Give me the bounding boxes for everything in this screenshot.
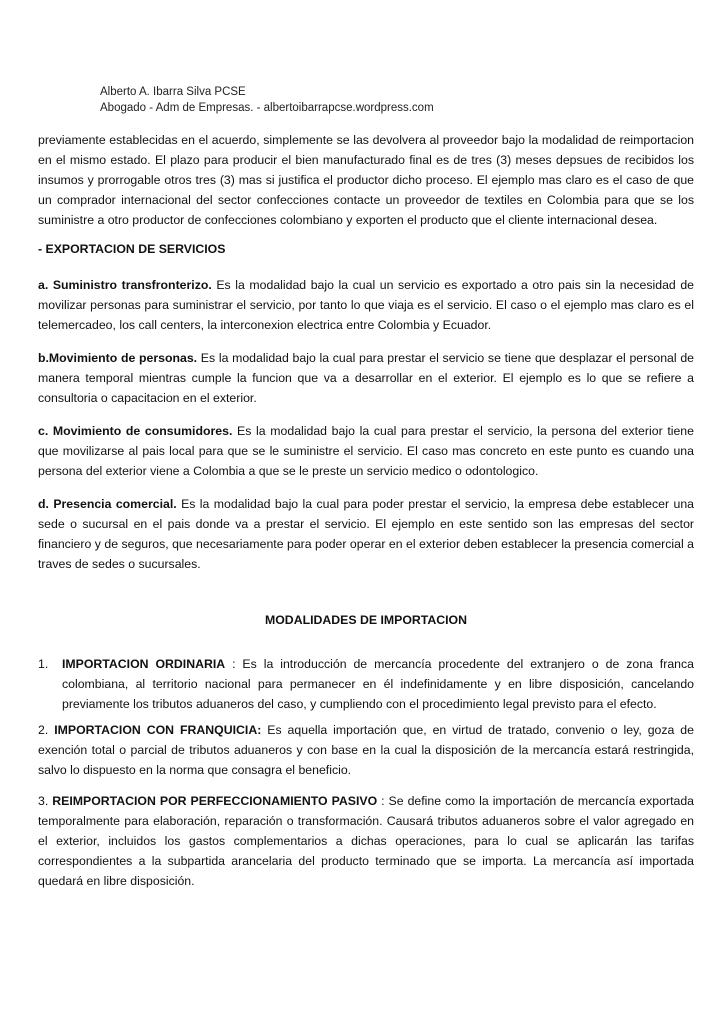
service-d [38, 494, 694, 574]
intro-paragraph [38, 130, 694, 230]
import-item-1-number: 1. [38, 657, 49, 671]
import-item-2-title: IMPORTACION CON FRANQUICIA: [54, 723, 262, 737]
services-heading: - EXPORTACION DE SERVICIOS [38, 242, 226, 256]
service-c [38, 421, 694, 481]
author-name: Alberto A. Ibarra Silva PCSE [100, 86, 246, 98]
service-b-title: b.Movimiento de personas. [38, 351, 198, 365]
service-d-text: Es la modalidad bajo la cual para poder prestar el servicio, la empresa debe establecer una sede o sucursal en el pais donde va a prestar el servicio. El ejemplo en este sentido son las empresas del sector financiero y de seguros, que necesariamente para poder operar en el exterior deben establecer la presencia comercial a traves de sedes o sucursales. [38, 497, 694, 571]
import-item-3-title: REIMPORTACION POR PERFECCIONAMIENTO PASIVO [52, 794, 378, 808]
service-a-text: Es la modalidad bajo la cual un servicio es exportado a otro pais sin la necesidad de movilizar personas para suministrar el servicio, por tanto lo que viaja es el servicio. El caso o el ejemplo mas claro es el telemercadeo, los call centers, la interconexion electrica entre Colombia y Ecuador. [38, 278, 695, 332]
document-header [100, 84, 434, 116]
import-heading: MODALIDADES DE IMPORTACION [265, 613, 467, 627]
service-d-title: d. Presencia comercial. [38, 497, 177, 511]
service-b [38, 348, 694, 408]
import-item-3-text: : Se define como la importación de mercancía exportada temporalmente para elaboración, reparación o transformación. Causará tributos aduaneros sobre el valor agregado en el exterior, incluidos los gastos complementarios a dichas operaciones, para lo cual se aplicarán las tarifas correspondientes a la subpartida arancelaria del producto terminado que se importa. La mercancía así importada quedará en libre disposición. [38, 794, 694, 888]
import-item-1-title: IMPORTACION ORDINARIA [62, 657, 226, 671]
import-item-2-number: 2. [38, 723, 49, 737]
import-item-3 [38, 791, 694, 891]
import-item-2-text: Es aquella importación que, en virtud de tratado, convenio o ley, goza de exención total o parcial de tributos aduaneros y con base en la cual la disposición de la mercancía estará restringida, salvo lo dispuesto en la norma que consagra el beneficio. [38, 723, 694, 777]
import-heading-block [38, 610, 694, 630]
import-item-1 [38, 654, 694, 714]
service-b-text: Es la modalidad bajo la cual para prestar el servicio se tiene que desplazar el personal de manera temporal mientras cumple la funcion que va a desarrollar en el exterior. El ejemplo es lo que se refiere a consultoria o capacitacion en el exterior. [38, 351, 694, 405]
service-a-title: a. Suministro transfronterizo. [38, 278, 212, 292]
import-item-2 [38, 720, 694, 780]
service-c-title: c. Movimiento de consumidores. [38, 424, 233, 438]
service-c-text: Es la modalidad bajo la cual para prestar el servicio, la persona del exterior tiene que movilizarse al pais local para que se le suministre el servicio. El caso mas concreto en este punto es cuando una persona del exterior viene a Colombia a que se le preste un servicio medico o odontologico. [38, 424, 694, 478]
author-profession: Abogado - Adm de Empresas. - albertoibarrapcse.wordpress.com [100, 102, 434, 114]
import-item-1-text: : Es la introducción de mercancía procedente del extranjero o de zona franca colombiana, al territorio nacional para permanecer en él indefinidamente y en libre disposición, cancelando previamente los tributos aduaneros del caso, y cumpliendo con el procedimiento legal previsto para el efecto. [62, 657, 694, 711]
services-heading-block [38, 239, 694, 259]
service-a [38, 275, 694, 335]
import-item-3-number: 3. [38, 794, 49, 808]
intro-text: previamente establecidas en el acuerdo, simplemente se las devolvera al proveedor bajo la modalidad de reimportacion en el mismo estado. El plazo para producir el bien manufacturado final es de tres (3) meses depsues de recibidos los insumos y prorrogable otros tres (3) mas si justifica el productor dicho proceso. El ejemplo mas claro es el caso de que un comprador internacional del sector confecciones contacte un proveedor de textiles en Colombia para que se los suministre a otro productor de confecciones colombiano y exporten el producto que el cliente internacional desea. [38, 133, 694, 227]
